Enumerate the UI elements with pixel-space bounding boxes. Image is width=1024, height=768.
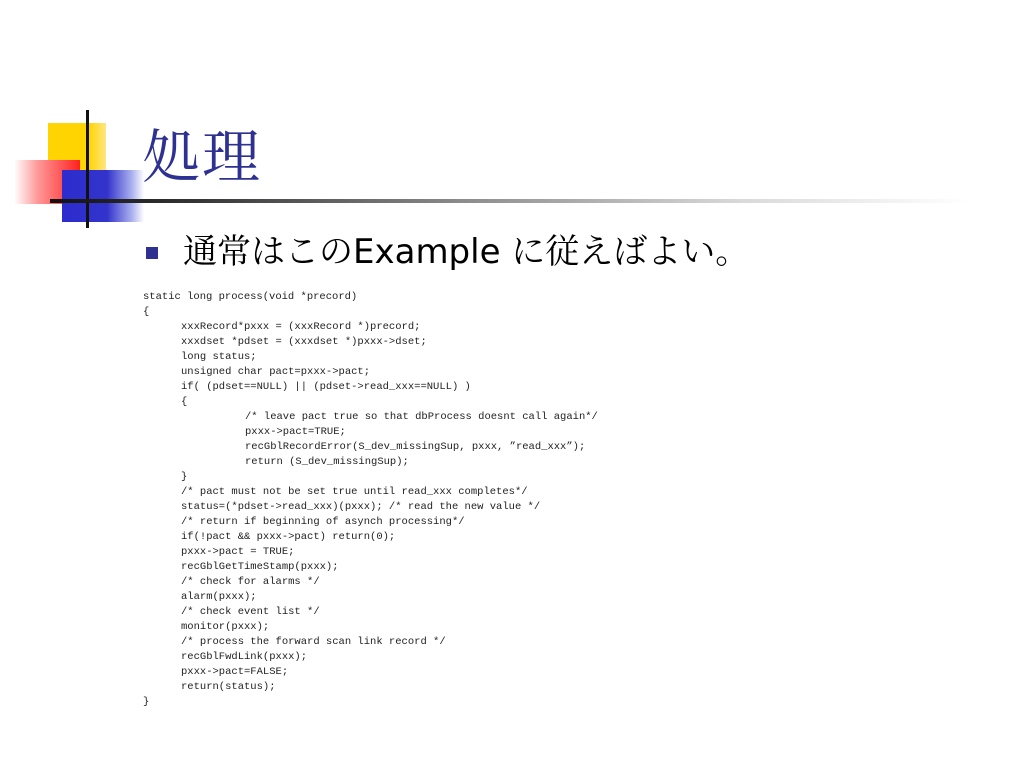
code-line: /* pact must not be set true until read_xxx completes*/ — [181, 486, 528, 498]
code-line: pxxx->pact = TRUE; — [181, 546, 295, 558]
bullet-text: 通常はこのExample に従えばよい。 — [183, 232, 750, 272]
code-line: if(!pact && pxxx->pact) return(0); — [181, 531, 396, 543]
title-underline — [50, 199, 970, 203]
code-line: xxxRecord*pxxx = (xxxRecord *)precord; — [181, 321, 421, 333]
code-line: { — [181, 396, 188, 408]
code-line: /* check for alarms */ — [181, 576, 320, 588]
code-line: /* check event list */ — [181, 606, 320, 618]
code-block — [143, 290, 903, 710]
code-line: recGblRecordError(S_dev_missingSup, pxxx, ”read_xxx”); — [245, 441, 586, 453]
code-line: } — [181, 471, 188, 483]
code-line: return(status); — [181, 681, 276, 693]
vertical-line-decoration — [86, 110, 89, 228]
code-line: status=(*pdset->read_xxx)(pxxx); /* read the new value */ — [181, 501, 541, 513]
code-line: recGblGetTimeStamp(pxxx); — [181, 561, 339, 573]
code-line: pxxx->pact=TRUE; — [245, 426, 346, 438]
code-line: xxxdset *pdset = (xxxdset *)pxxx->dset; — [181, 336, 427, 348]
code-line: monitor(pxxx); — [181, 621, 270, 633]
code-line: recGblFwdLink(pxxx); — [181, 651, 308, 663]
code-line: if( (pdset==NULL) || (pdset->read_xxx==NULL) ) — [181, 381, 471, 393]
code-line: return (S_dev_missingSup); — [245, 456, 409, 468]
code-line: /* leave pact true so that dbProcess doesnt call again*/ — [245, 411, 598, 423]
code-line: pxxx->pact=FALSE; — [181, 666, 289, 678]
square-bullet-icon — [146, 247, 158, 259]
code-line: /* process the forward scan link record */ — [181, 636, 446, 648]
decorative-logo — [0, 0, 160, 240]
code-line: /* return if beginning of asynch processing*/ — [181, 516, 465, 528]
code-line: long status; — [181, 351, 257, 363]
code-line: static long process(void *precord) — [143, 291, 358, 303]
code-line: unsigned char pact=pxxx->pact; — [181, 366, 371, 378]
code-line: alarm(pxxx); — [181, 591, 257, 603]
slide-title: 処理 — [142, 123, 263, 191]
code-line: { — [143, 306, 150, 318]
bullet-item — [146, 228, 749, 276]
blue-gradient-decoration — [62, 170, 144, 222]
code-line: } — [143, 696, 150, 708]
